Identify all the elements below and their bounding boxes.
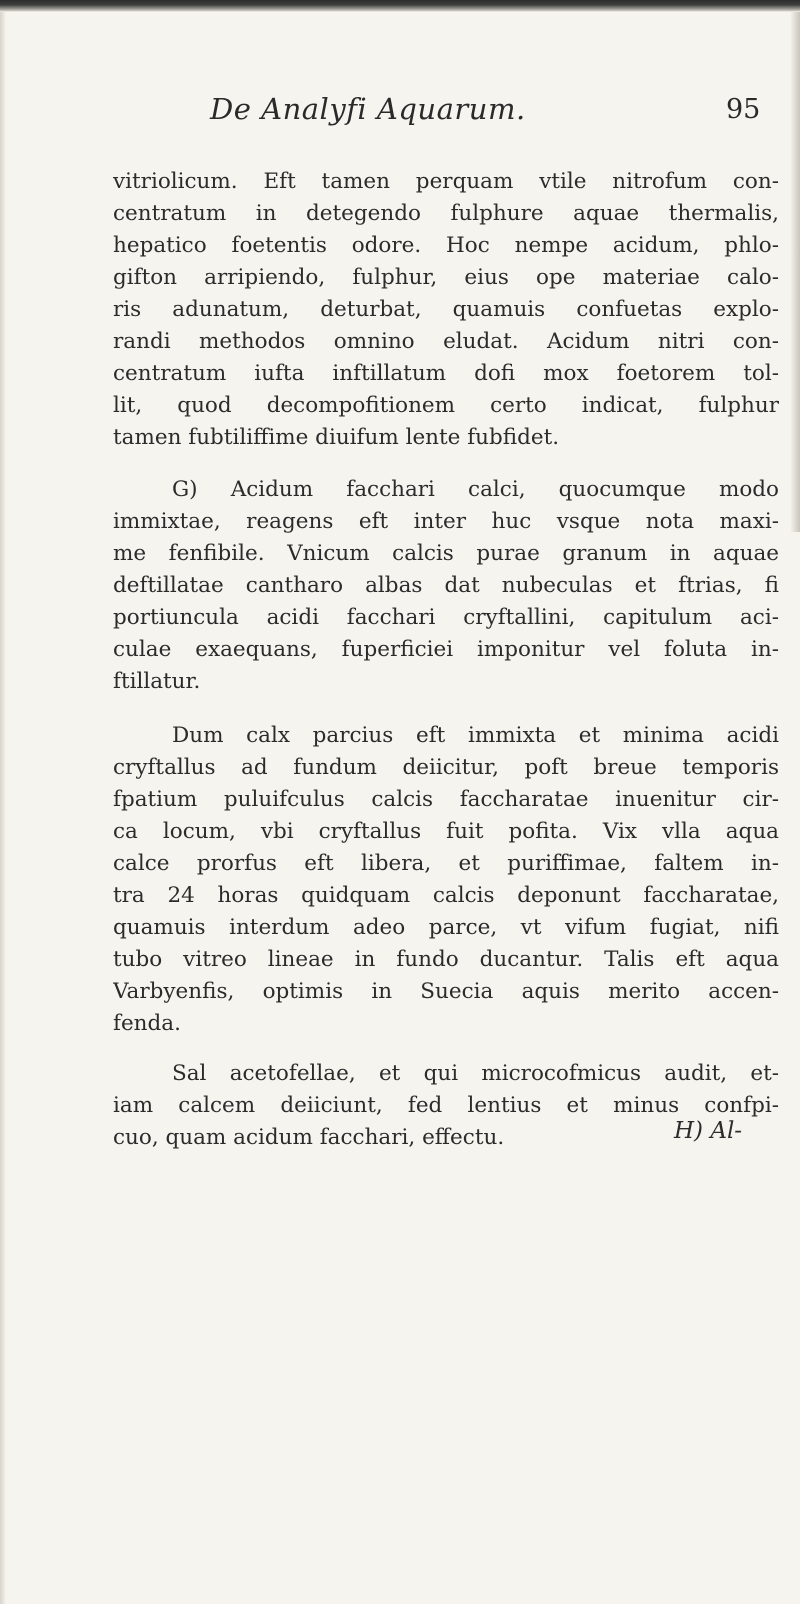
- paragraph-2: [113, 474, 779, 698]
- text-line: fenda.: [113, 1011, 181, 1036]
- text-line: iam calcem deiiciunt, fed lentius et minus confpi-: [113, 1093, 779, 1118]
- text-line: culae exaequans, fuperficiei imponitur vel foluta in-: [113, 637, 779, 662]
- text-line: tubo vitreo lineae in fundo ducantur. Talis eft aqua: [113, 947, 779, 972]
- page-number: 95: [726, 94, 761, 125]
- text-line: ftillatur.: [113, 669, 201, 694]
- text-line: ris adunatum, deturbat, quamuis confuetas explo-: [113, 297, 779, 322]
- text-line: cryftallus ad fundum deiicitur, poft breue temporis: [113, 755, 779, 780]
- text-line: hepatico foetentis odore. Hoc nempe acidum, phlo-: [113, 233, 779, 258]
- text-line: centratum iufta inftillatum dofi mox foetorem tol-: [113, 361, 779, 386]
- text-line: tamen fubtiliffime diuifum lente fubfidet.: [113, 425, 560, 450]
- text-line: portiuncula acidi facchari cryftallini, capitulum aci-: [113, 605, 779, 630]
- page-left-edge: [0, 12, 6, 1604]
- text-line: calce prorfus eft libera, et puriffimae, faltem in-: [113, 851, 779, 876]
- body-text: [113, 166, 779, 1154]
- text-line: vitriolicum. Eft tamen perquam vtile nitrofum con-: [113, 169, 779, 194]
- text-line: cuo, quam acidum facchari, effectu.: [113, 1125, 505, 1150]
- text-line: Sal acetofellae, et qui microcofmicus audit, et-: [172, 1061, 779, 1086]
- text-line: Varbyenfis, optimis in Suecia aquis merito accen-: [113, 979, 779, 1004]
- text-line: tra 24 horas quidquam calcis deponunt faccharatae,: [113, 883, 779, 908]
- paragraph-gap: [113, 1040, 779, 1058]
- text-line: randi methodos omnino eludat. Acidum nitri con-: [113, 329, 779, 354]
- text-line: me fenfibile. Vnicum calcis purae granum in aquae: [113, 541, 779, 566]
- text-line: quamuis interdum adeo parce, vt vifum fugiat, nifi: [113, 915, 779, 940]
- text-line: centratum in detegendo fulphure aquae thermalis,: [113, 201, 779, 226]
- text-line: gifton arripiendo, fulphur, eius ope materiae calo-: [113, 265, 779, 290]
- page-top-shadow: [0, 0, 800, 12]
- paragraph-gap: [113, 698, 779, 720]
- text-line: ca locum, vbi cryftallus fuit pofita. Vix vlla aqua: [113, 819, 779, 844]
- text-line: fpatium puluifculus calcis faccharatae inuenitur cir-: [113, 787, 779, 812]
- text-line: lit, quod decompofitionem certo indicat, fulphur: [113, 393, 779, 418]
- running-head: De Analyfi Aquarum.: [210, 92, 526, 126]
- text-line: Dum calx parcius eft immixta et minima acidi: [172, 723, 779, 748]
- catchword: H) Al-: [674, 1118, 743, 1144]
- text-line: deftillatae cantharo albas dat nubeculas et ftrias, fi: [113, 573, 779, 598]
- page-header: [0, 92, 800, 142]
- text-line: G) Acidum facchari calci, quocumque modo: [172, 477, 779, 502]
- paragraph-3: [113, 720, 779, 1040]
- paragraph-1: [113, 166, 779, 454]
- page-right-edge: [790, 12, 800, 532]
- text-line: immixtae, reagens eft inter huc vsque nota maxi-: [113, 509, 779, 534]
- paragraph-gap: [113, 454, 779, 474]
